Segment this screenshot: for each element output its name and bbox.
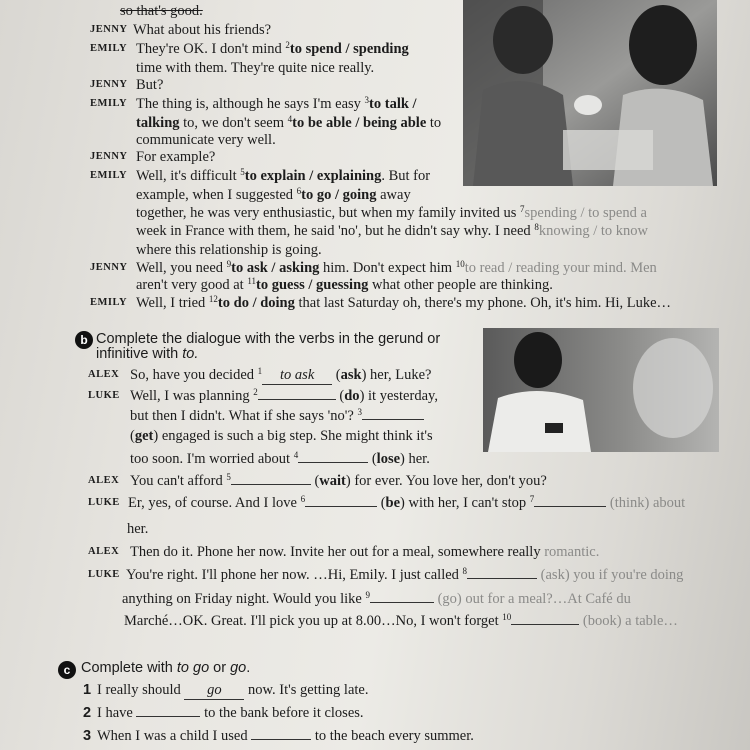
exercise-item-text: now. It's getting late. (244, 682, 369, 698)
dialogue-line-text: week in France with them, he said 'no', but he didn't say why. I need (136, 223, 535, 239)
speaker-jenny: JENNY (90, 79, 128, 90)
dialogue-line-text: to do / doing (217, 295, 295, 311)
dialogue-line-text: him. Don't expect him (319, 260, 456, 276)
dialogue-line-text: (think) about (606, 495, 686, 511)
dialogue-line-text: communicate very well. (136, 132, 276, 148)
dialogue-line-text: spending / to spend a (524, 205, 647, 221)
exercise-item (97, 704, 364, 722)
section-c-instruction-mid: or (209, 660, 231, 676)
dialogue-line-text: where this relationship is going. (136, 242, 322, 258)
dialogue-line-text: ) for ever. You love her, don't you? (345, 473, 547, 489)
dialogue-line-text: (book) a table… (579, 613, 678, 629)
item-number: 9 (365, 590, 370, 600)
item-number: 8 (534, 222, 539, 232)
dialogue-line (130, 472, 547, 490)
speaker-alex: ALEX (88, 546, 120, 557)
dialogue-line-text: to be able / being able (292, 115, 427, 131)
dialogue-line-text: The thing is, although he says I'm easy (136, 96, 365, 112)
dialogue-line-text: to explain / explaining (244, 168, 382, 184)
dialogue-line (136, 114, 441, 132)
exercise-number: 3 (83, 728, 92, 744)
section-b-instruction-to: to. (182, 346, 199, 362)
item-number: 4 (293, 450, 299, 460)
dialogue-line (136, 186, 411, 204)
dialogue-line (127, 520, 148, 538)
dialogue-line (124, 612, 678, 630)
dialogue-line-text: ) her, Luke? (361, 367, 432, 383)
item-number: 1 (257, 366, 263, 376)
dialogue-line-text: Marché…OK. Great. I'll pick you up at 8.00…No, I won't forget (124, 613, 503, 629)
item-number: 10 (455, 259, 465, 269)
dialogue-line-text: talking (136, 115, 180, 131)
answer-blank[interactable] (298, 462, 368, 463)
dialogue-line-text: So, have you decided (130, 367, 258, 383)
man-phone-photo-image (483, 328, 719, 452)
couple-photo-image (463, 0, 717, 186)
dialogue-line (120, 2, 203, 20)
speaker-emily: EMILY (90, 297, 128, 308)
dialogue-line-text: Then do it. Phone her now. Invite her out for a meal, somewhere really (130, 544, 545, 560)
section-c-badge: c (58, 661, 76, 679)
answer-blank[interactable] (305, 506, 377, 507)
section-c-instruction-end: . (246, 660, 251, 676)
dialogue-line-text: Well, I tried (136, 295, 209, 311)
dialogue-line-text: lose (376, 451, 401, 467)
item-number: 5 (226, 472, 231, 482)
answer-blank[interactable]: go (184, 681, 244, 700)
item-number: 6 (296, 186, 302, 196)
exercise-number: 1 (83, 682, 92, 698)
item-number: 4 (287, 114, 293, 124)
dialogue-line-text: ( (377, 495, 386, 511)
man-phone-photo (483, 328, 719, 452)
dialogue-line-text: (ask) you if you're doing (537, 567, 684, 583)
exercise-item (97, 727, 474, 745)
dialogue-line-text: Well, it's difficult (136, 168, 241, 184)
couple-photo (463, 0, 717, 186)
section-b-instruction-line2 (96, 346, 198, 363)
dialogue-line-text: . But for (381, 168, 431, 184)
item-number: 10 (502, 612, 512, 622)
speaker-luke: LUKE (88, 497, 120, 508)
dialogue-line-text: to, we don't seem (179, 115, 288, 131)
dialogue-line-text: too soon. I'm worried about (130, 451, 294, 467)
dialogue-line-text: ( (130, 428, 135, 444)
speaker-emily: EMILY (90, 98, 128, 109)
dialogue-line-text: ) her. (400, 451, 430, 467)
item-number: 3 (364, 95, 370, 105)
item-number: 2 (285, 40, 290, 50)
section-c-instruction-b: go (230, 660, 247, 676)
dialogue-line-text: to read / reading your mind. Men (464, 260, 657, 276)
dialogue-line-text: Well, I was planning (130, 388, 254, 404)
dialogue-line-text: ( (335, 388, 345, 404)
dialogue-line-text: to go / going (301, 187, 377, 203)
dialogue-line-text: ( (310, 473, 320, 489)
dialogue-line-text: be (385, 495, 401, 511)
answer-blank[interactable]: to ask (262, 366, 332, 385)
dialogue-line-text: They're OK. I don't mind (136, 41, 286, 57)
answer-blank[interactable] (251, 739, 311, 740)
dialogue-line (128, 494, 685, 512)
dialogue-line (136, 131, 276, 149)
dialogue-line-text: together, he was very enthusiastic, but when my family invited us (136, 205, 520, 221)
answer-blank[interactable] (362, 419, 424, 420)
section-c-instruction-pre: Complete with (81, 660, 177, 676)
dialogue-line-text: But? (136, 77, 164, 93)
dialogue-line-text: ( (368, 451, 377, 467)
exercise-item (97, 681, 368, 700)
dialogue-line (136, 222, 648, 240)
dialogue-line-text: romantic. (544, 544, 600, 560)
item-number: 6 (300, 494, 306, 504)
exercise-number: 2 (83, 705, 92, 721)
exercise-item-text: to the beach every summer. (311, 728, 474, 744)
dialogue-line (130, 387, 438, 405)
dialogue-line (136, 76, 163, 94)
section-b-badge: b (75, 331, 93, 349)
item-number: 11 (247, 276, 256, 286)
section-b-instruction-text: infinitive with (96, 346, 183, 362)
speaker-emily: EMILY (90, 170, 128, 181)
section-c-instruction (81, 660, 250, 677)
dialogue-line (136, 259, 657, 277)
item-number: 9 (226, 259, 232, 269)
dialogue-line-text: so that's good. (120, 3, 203, 19)
dialogue-line (136, 276, 553, 294)
speaker-jenny: JENNY (90, 24, 128, 35)
dialogue-line-text: to spend / spending (289, 41, 409, 57)
speaker-alex: ALEX (88, 475, 120, 486)
answer-blank[interactable] (511, 624, 579, 625)
dialogue-line (130, 407, 424, 425)
exercise-item-text: I really should (97, 682, 185, 698)
dialogue-line-text: example, when I suggested (136, 187, 297, 203)
dialogue-line (130, 427, 433, 445)
dialogue-line-text: What about his friends? (133, 22, 272, 38)
answer-blank[interactable] (136, 716, 200, 717)
dialogue-line-text: Er, yes, of course. And I love (128, 495, 301, 511)
item-number: 5 (240, 167, 245, 177)
dialogue-line (130, 450, 430, 468)
exercise-item-text: When I was a child I used (97, 728, 252, 744)
item-number: 7 (529, 494, 535, 504)
dialogue-line-text: anything on Friday night. Would you like (122, 591, 366, 607)
dialogue-line-text: ) it yesterday, (359, 388, 438, 404)
answer-blank[interactable] (467, 578, 537, 579)
dialogue-line (130, 366, 431, 385)
dialogue-line-text: her. (127, 521, 149, 537)
item-number: 12 (208, 294, 218, 304)
dialogue-line-text: ) with her, I can't stop (400, 495, 530, 511)
item-number: 7 (520, 204, 525, 214)
answer-blank[interactable] (370, 602, 434, 603)
section-c-instruction-a: to go (176, 660, 210, 676)
speaker-luke: LUKE (88, 390, 120, 401)
dialogue-line-text: to (426, 115, 442, 131)
dialogue-line (122, 590, 631, 608)
dialogue-line-text: ( (332, 367, 341, 383)
item-number: 8 (462, 566, 468, 576)
dialogue-line-text: what other people are thinking. (368, 277, 553, 293)
dialogue-line-text: but then I didn't. What if she says 'no'? (130, 408, 358, 424)
answer-blank[interactable] (258, 399, 336, 400)
answer-blank[interactable] (231, 484, 311, 485)
dialogue-line-text: away (376, 187, 411, 203)
dialogue-line-text: Well, you need (136, 260, 227, 276)
dialogue-line (136, 241, 322, 259)
exercise-item-text: I have (97, 705, 137, 721)
speaker-jenny: JENNY (90, 262, 128, 273)
dialogue-line (136, 95, 417, 113)
dialogue-line-text: wait (319, 473, 346, 489)
dialogue-line-text: For example? (136, 149, 216, 165)
exercise-item-text: to the bank before it closes. (200, 705, 364, 721)
dialogue-line-text: to ask / asking (231, 260, 320, 276)
dialogue-line-text: ask (340, 367, 362, 383)
speaker-luke: LUKE (88, 569, 120, 580)
dialogue-line (136, 59, 374, 77)
dialogue-line-text: to talk / (369, 96, 417, 112)
dialogue-line-text: You can't afford (130, 473, 227, 489)
dialogue-line-text: You're right. I'll phone her now. …Hi, Emily. I just called (126, 567, 463, 583)
dialogue-line (136, 294, 671, 312)
answer-blank[interactable] (534, 506, 606, 507)
dialogue-line-text: get (134, 428, 154, 444)
speaker-jenny: JENNY (90, 151, 128, 162)
dialogue-line-text: time with them. They're quite nice really. (136, 60, 375, 76)
item-number: 2 (253, 387, 258, 397)
dialogue-line (136, 148, 215, 166)
dialogue-line-text: ) engaged is such a big step. She might think it's (153, 428, 433, 444)
item-number: 3 (357, 407, 362, 417)
dialogue-line (136, 167, 430, 185)
dialogue-line-text: do (344, 388, 360, 404)
dialogue-line (136, 40, 409, 58)
dialogue-line-text: to guess / guessing (256, 277, 369, 293)
dialogue-line-text: that last Saturday oh, there's my phone. Oh, it's him. Hi, Luke… (294, 295, 672, 311)
section-b-instruction-line1: Complete the dialogue with the verbs in the gerund or (96, 331, 441, 347)
dialogue-line-text: aren't very good at (136, 277, 248, 293)
dialogue-line (126, 566, 683, 584)
dialogue-line (130, 543, 599, 561)
dialogue-line-text: (go) out for a meal?…At Café du (433, 591, 631, 607)
dialogue-line (133, 21, 271, 39)
dialogue-line (136, 204, 647, 222)
speaker-emily: EMILY (90, 43, 128, 54)
dialogue-line-text: knowing / to know (538, 223, 648, 239)
speaker-alex: ALEX (88, 369, 120, 380)
